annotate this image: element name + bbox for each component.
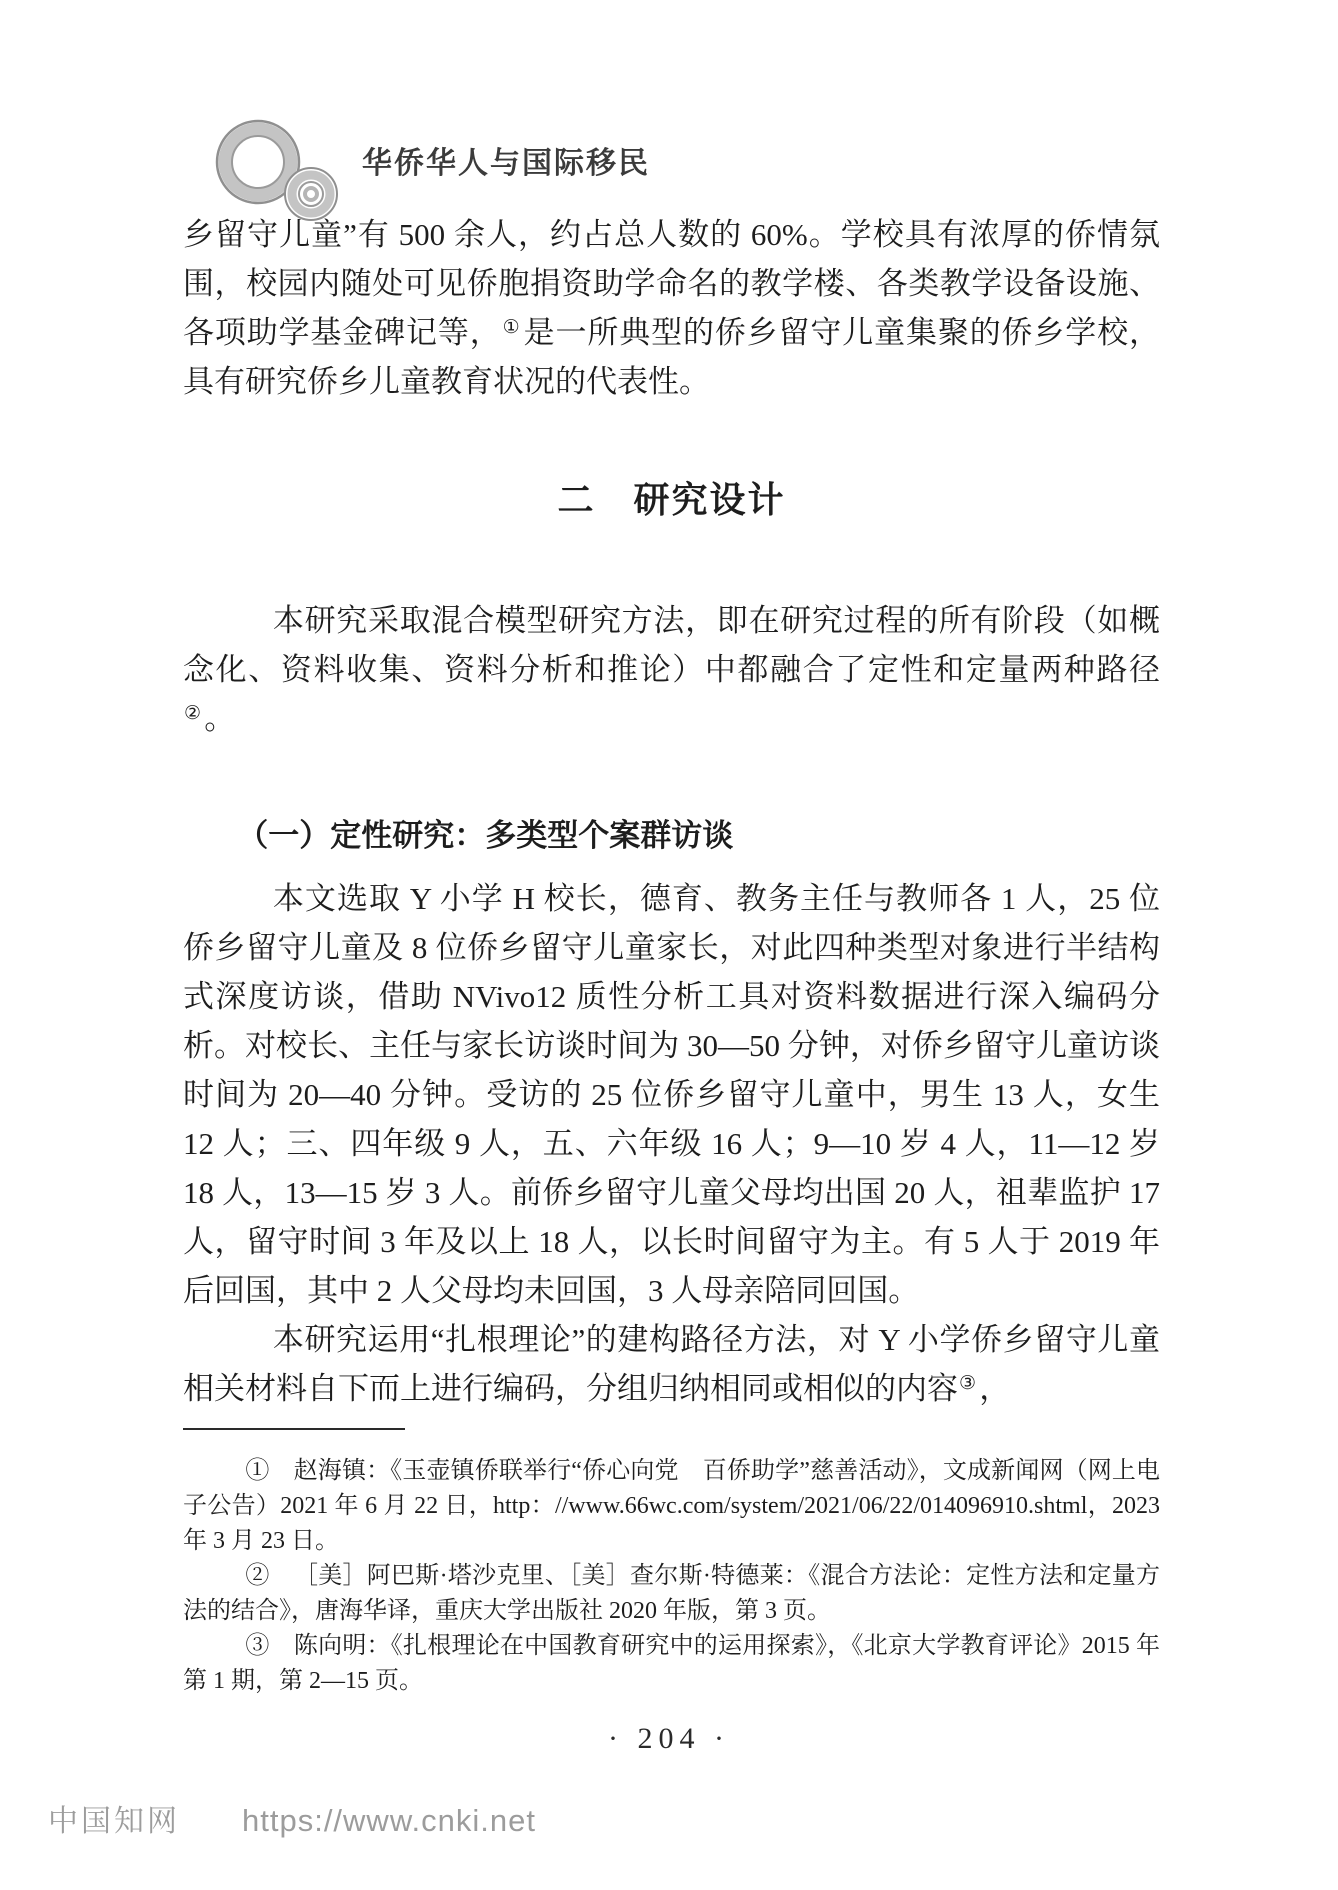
footnote: ① 赵海镇：《玉壶镇侨联举行“侨心向党 百侨助学”慈善活动》，文成新闻网（网上电子公告）2021 年 6 月 22 日，http：//www.66wc.com/system/2021/06/22/014096910.shtml，2023 年 3 月 23 日。 [183,1458,1160,1554]
footnotes-section [183,1428,1160,1699]
cnki-footer [48,1796,536,1840]
footnote-list [183,1454,1160,1699]
page-number: · 204 · [608,1722,730,1755]
body-paragraph [183,1315,1160,1413]
text-run: 乡留守儿童”有 500 余人，约占总人数的 60%。学校具有浓厚的侨情氛围，校园内随处可见侨胞捐资助学命名的教学楼、各类教学设备设施、各项助学基金碑记等， [183,217,1160,350]
footnote-divider [183,1428,405,1430]
footnote-ref-marker: ① [502,317,521,338]
footnote-ref-marker: ③ [959,1373,977,1394]
rings-logo-icon [214,104,346,222]
body-paragraph [183,210,1160,406]
page-header [214,104,650,222]
text-run: 二 研究设计 [557,480,786,520]
footnote-marker: ① [245,1458,270,1484]
text-run: 本研究运用“扎根理论”的建构路径方法，对 Y 小学侨乡留守儿童相关材料自下而上进行编码，分组归纳相同或相似的内容 [183,1322,1160,1406]
cnki-brand: 中国知网 [48,1805,180,1838]
section-heading [183,470,1160,530]
body-paragraph [183,596,1160,743]
text-run: 是一所典型的侨乡留守儿童集聚的侨乡学校，具有研究侨乡儿童教育状况的代表性。 [183,315,1160,399]
text-run: ， [979,1371,1011,1406]
footnote-marker: ③ [245,1633,270,1659]
subsection-heading [183,811,1160,860]
cnki-url[interactable]: https://www.cnki.net [242,1803,536,1838]
text-run: 本研究采取混合模型研究方法，即在研究过程的所有阶段（如概念化、资料收集、资料分析和推论）中都融合了定性和定量两种路径 [183,603,1160,687]
footnote: ③ 陈向明：《扎根理论在中国教育研究中的运用探索》，《北京大学教育评论》2015 年第 1 期，第 2—15 页。 [183,1633,1160,1694]
footnote: ② ［美］阿巴斯·塔沙克里、［美］查尔斯·特德莱：《混合方法论：定性方法和定量方法的结合》，唐海华译，重庆大学出版社 2020 年版，第 3 页。 [183,1563,1161,1624]
header-title: 华侨华人与国际移民 [362,147,650,180]
footnote-ref-marker: ② [184,703,202,724]
text-run: （一）定性研究：多类型个案群访谈 [237,818,734,853]
body-paragraph [183,874,1160,1315]
text-run: 。 [204,701,236,736]
footnote-marker: ② [245,1563,270,1589]
text-run: 本文选取 Y 小学 H 校长，德育、教务主任与教师各 1 人，25 位侨乡留守儿童及 8 位侨乡留守儿童家长，对此四种类型对象进行半结构式深度访谈，借助 NVivo12 质性分析工具对资料数据进行深入编码分析。对校长、主任与家长访谈时间为 30—50 分钟，对侨乡留守儿童访谈时间为 20—40 分钟。受访的 25 位侨乡留守儿童中，男生 13 人，女生 12 人；三、四年级 9 人，五、六年级 16 人；9—10 岁 4 人，11—12 岁 18 人，13—15 岁 3 人。前侨乡留守儿童父母均出国 20 人，祖辈监护 17 人，留守时间 3 年及以上 18 人，以长时间留守为主。有 5 人于 2019 年后回国，其中 2 人父母均未回国，3 人母亲陪同回国。 [183,881,1160,1308]
document-content [183,210,1160,1413]
